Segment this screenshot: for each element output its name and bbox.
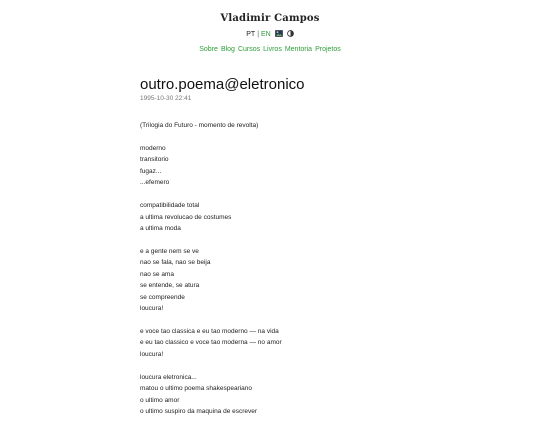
poem-line: o ultimo amor (140, 396, 180, 404)
poem-line: transitorio (140, 156, 169, 164)
poem-line: matou o ultimo poema shakespeariano (140, 385, 253, 393)
nav-blog[interactable]: Blog (220, 46, 235, 53)
poem-line: compatibilidade total (140, 202, 200, 210)
lang-en-link[interactable]: EN (261, 31, 271, 38)
poem-line: a ultima moda (140, 225, 181, 233)
poem-line: ...efemero (140, 179, 170, 187)
poem-stanza (140, 326, 440, 360)
poem-line: nao se ama (140, 270, 174, 278)
poem-line: nao se fala, nao se beija (140, 259, 211, 267)
poem-line: e a gente nem se ve (140, 248, 199, 256)
main-nav (0, 46, 540, 53)
poem-line: a ultima revolucao de costumes (140, 213, 232, 221)
nav-cursos[interactable]: Cursos (237, 46, 261, 53)
poem-line: loucura! (140, 305, 164, 313)
poem-line: se entende, se atura (140, 282, 200, 290)
nav-sobre[interactable]: Sobre (199, 46, 218, 53)
nav-projetos[interactable]: Projetos (315, 46, 341, 53)
post-article (140, 76, 440, 429)
contrast-icon[interactable] (287, 30, 294, 39)
poem-line: o ultimo suspiro da maquina de escrever (140, 408, 258, 416)
poem-stanza (140, 246, 440, 314)
site-header (0, 0, 540, 53)
poem-line: loucura! (140, 350, 164, 358)
poem-line: loucura eletronica... (140, 373, 197, 381)
poem-line: e eu tao classico e voce tao moderna — no amor (140, 339, 282, 347)
poem-line: fugaz... (140, 167, 162, 175)
poem-stanza (140, 372, 440, 418)
site-title[interactable]: Vladimir Campos (220, 13, 320, 24)
lang-pt-link[interactable]: PT (246, 31, 256, 38)
poem-line: se compreende (140, 293, 185, 301)
poem-line: moderno (140, 145, 166, 152)
nav-livros[interactable]: Livros (263, 46, 282, 53)
lang-separator: | (257, 31, 260, 38)
poem-stanza (140, 200, 440, 234)
poem-line: e voce tao classica e eu tao moderno — na vida (140, 328, 279, 336)
poem-stanza (140, 120, 440, 131)
poem-stanza (140, 143, 440, 189)
nav-mentoria[interactable]: Mentoria (284, 46, 313, 53)
poem-line: (Trilogia do Futuro - momento de revolta) (140, 122, 259, 129)
post-body (140, 120, 440, 418)
post-date: 1995-10-30 22:41 (140, 95, 192, 102)
post-title: outro.poema@eletronico (140, 76, 305, 93)
image-icon[interactable] (275, 30, 283, 39)
language-switcher (0, 30, 540, 39)
